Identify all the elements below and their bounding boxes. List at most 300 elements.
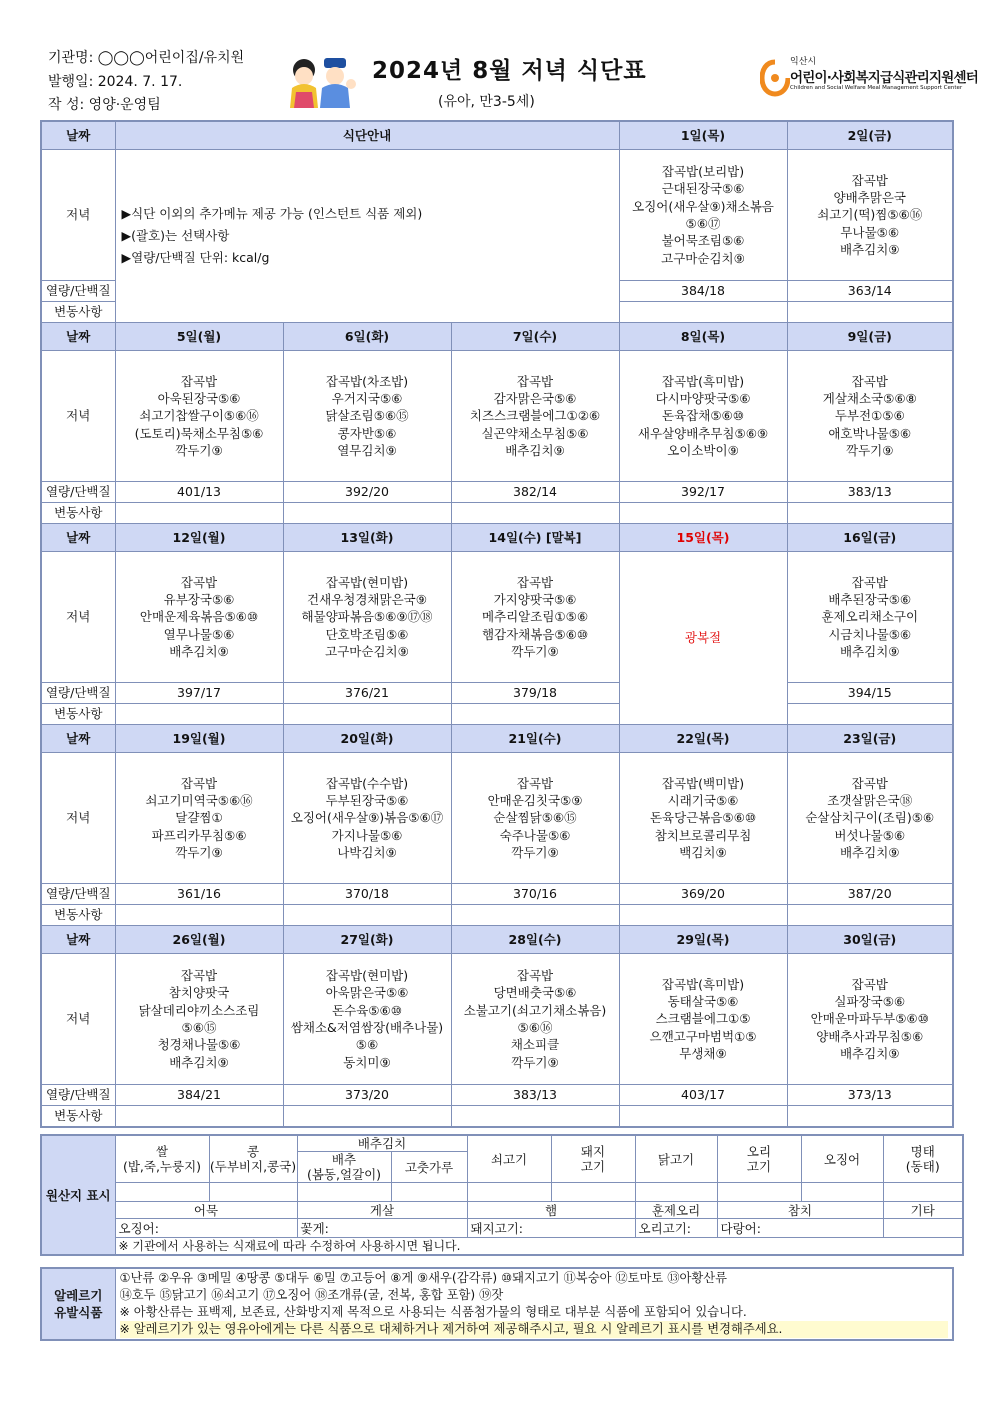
change-cell[interactable] bbox=[619, 905, 787, 926]
menu-item: 시래기국⑤⑥ bbox=[667, 793, 739, 809]
menu-item: 잡곡밥 bbox=[851, 172, 888, 188]
origin-beef: 쇠고기 bbox=[467, 1135, 551, 1183]
day-header: 30일(금) bbox=[787, 926, 953, 954]
menu-item: 깍두기⑨ bbox=[511, 844, 559, 860]
menu-item: 잡곡밥 bbox=[851, 373, 888, 389]
logo-english: Children and Social Welfare Meal Management Support Center bbox=[790, 85, 963, 91]
change-cell[interactable] bbox=[115, 905, 283, 926]
day-header: 23일(금) bbox=[787, 725, 953, 753]
origin-header-row1 bbox=[41, 1135, 963, 1152]
menu-item: 다시마양팟국⑤⑥ bbox=[655, 391, 751, 407]
notice-line: ▶식단 이외의 추가메뉴 제공 가능 (인스턴트 식품 제외) bbox=[121, 206, 423, 221]
dinner-label: 저녁 bbox=[41, 351, 115, 482]
origin-crab-origin[interactable]: 꽃게: bbox=[297, 1219, 467, 1238]
menu-item: 배추된장국⑤⑥ bbox=[828, 592, 912, 608]
origin-value-cell[interactable] bbox=[883, 1183, 963, 1202]
menu-item: 단호박조림⑤⑥ bbox=[325, 626, 409, 642]
day-header: 12일(월) bbox=[115, 524, 283, 552]
menu-item: 참치양팟국 bbox=[168, 985, 230, 1001]
nutrition-value: 403/17 bbox=[619, 1085, 787, 1106]
menu-item: 무생채⑨ bbox=[679, 1045, 727, 1061]
change-cell[interactable] bbox=[115, 1106, 283, 1128]
menu-item: 잡곡밥(흑미밥) bbox=[661, 373, 745, 389]
nutrition-value: 394/15 bbox=[787, 683, 953, 704]
guide-notice bbox=[115, 150, 619, 323]
dinner-label: 저녁 bbox=[41, 150, 115, 281]
day-header: 14일(수) [말복] bbox=[451, 524, 619, 552]
change-cell[interactable] bbox=[787, 905, 953, 926]
menu-item: 채소피클 bbox=[510, 1037, 560, 1053]
menu-item: 오징어(새우살⑨)볶음⑤⑥⑰ bbox=[290, 810, 444, 826]
menu-item: 시금치나물⑤⑥ bbox=[828, 626, 912, 642]
menu-item: 버섯나물⑤⑥ bbox=[834, 827, 906, 843]
change-label: 변동사항 bbox=[41, 503, 115, 524]
menu-item: 달걀찜① bbox=[175, 810, 223, 826]
date-label: 날짜 bbox=[41, 121, 115, 150]
menu-item: 열무나물⑤⑥ bbox=[163, 626, 235, 642]
nutrition-value: 384/18 bbox=[619, 281, 787, 302]
day-header: 28일(수) bbox=[451, 926, 619, 954]
menu-cell bbox=[283, 753, 451, 884]
menu-cell bbox=[787, 753, 953, 884]
origin-kimchi: 배추김치 bbox=[297, 1135, 467, 1152]
change-cell[interactable] bbox=[451, 1106, 619, 1128]
menu-item: 가지나물⑤⑥ bbox=[331, 827, 403, 843]
nutrition-label: 열량/단백질 bbox=[41, 281, 115, 302]
day-header: 22일(목) bbox=[619, 725, 787, 753]
origin-cabbage-l2: (봄동,얼갈이) bbox=[306, 1167, 382, 1182]
menu-item: 나박김치⑨ bbox=[337, 844, 397, 860]
allergy-table bbox=[40, 1267, 954, 1341]
menu-item: 실파장국⑤⑥ bbox=[834, 994, 906, 1010]
menu-item: 양배추사과무침⑤⑥ bbox=[816, 1028, 924, 1044]
menu-item: 우거지국⑤⑥ bbox=[331, 391, 403, 407]
date-label: 날짜 bbox=[41, 926, 115, 954]
page-title: 2024년 8월 저녁 식단표 bbox=[372, 58, 647, 84]
menu-item: 잡곡밥(수수밥) bbox=[325, 775, 409, 791]
nutrition-value: 384/21 bbox=[115, 1085, 283, 1106]
menu-cell bbox=[283, 552, 451, 683]
origin-pollack-l2: (동태) bbox=[905, 1159, 940, 1174]
menu-item: 배추김치⑨ bbox=[839, 844, 900, 860]
nutrition-value: 370/18 bbox=[283, 884, 451, 905]
allergy-label-l1: 알레르기 bbox=[54, 1288, 103, 1303]
menu-item: 고구마순김치⑨ bbox=[325, 643, 409, 659]
change-cell[interactable] bbox=[619, 302, 787, 323]
page-header bbox=[0, 0, 992, 118]
week1-dinner-row bbox=[41, 150, 953, 281]
menu-item: 잡곡밥 bbox=[516, 968, 554, 984]
menu-cell bbox=[787, 954, 953, 1085]
nutrition-value: 383/13 bbox=[787, 482, 953, 503]
date-label: 날짜 bbox=[41, 323, 115, 351]
menu-item: 애호박나물⑤⑥ bbox=[828, 425, 912, 441]
menu-cell bbox=[787, 150, 953, 281]
origin-value-row2 bbox=[41, 1219, 963, 1238]
week4-change-row bbox=[41, 905, 953, 926]
menu-cell bbox=[451, 351, 619, 482]
origin-bean-title: 콩 bbox=[246, 1144, 260, 1159]
menu-item: 잡곡밥(차조밥) bbox=[325, 373, 409, 389]
change-cell[interactable] bbox=[787, 503, 953, 524]
week2-date-row bbox=[41, 323, 953, 351]
menu-item: 열무김치⑨ bbox=[337, 442, 397, 458]
allergy-row bbox=[41, 1268, 953, 1340]
kids-mascot-image bbox=[284, 54, 358, 108]
org-name: 기관명: ◯◯◯어린이집/유치원 bbox=[48, 50, 245, 66]
week1-date-row bbox=[41, 121, 953, 150]
logo-name: 어린이·사회복지급식관리지원센터 bbox=[790, 70, 978, 86]
change-cell[interactable] bbox=[451, 905, 619, 926]
origin-tuna-origin[interactable]: 다랑어: bbox=[717, 1219, 883, 1238]
menu-item: 잡곡밥 bbox=[516, 574, 554, 590]
origin-etc: 기타 bbox=[883, 1202, 963, 1219]
change-cell[interactable] bbox=[283, 503, 451, 524]
origin-pork-origin[interactable]: 돼지고기: bbox=[467, 1219, 635, 1238]
menu-item: 돈육당근볶음⑤⑥⑩ bbox=[649, 810, 757, 826]
menu-item: 닭살데리야끼소스조림 bbox=[138, 1002, 260, 1018]
change-cell[interactable] bbox=[283, 1106, 451, 1128]
page-subtitle: (유아, 만3-5세) bbox=[438, 94, 535, 110]
menu-item: 안매운마파두부⑤⑥⑩ bbox=[810, 1011, 929, 1027]
menu-item: 돈육잡채⑤⑥⑩ bbox=[662, 408, 744, 424]
menu-item: 오이소박이⑨ bbox=[667, 442, 739, 458]
menu-cell bbox=[619, 753, 787, 884]
menu-item: 잡곡밥(현미밥) bbox=[325, 968, 409, 984]
nutrition-value: 379/18 bbox=[451, 683, 619, 704]
origin-bean-sub: (두부비지,콩국) bbox=[209, 1159, 297, 1174]
menu-item: 잡곡밥 bbox=[516, 373, 554, 389]
origin-value-row1 bbox=[41, 1183, 963, 1202]
menu-item: 가지양팟국⑤⑥ bbox=[493, 592, 577, 608]
menu-item: 숙주나물⑤⑥ bbox=[499, 827, 571, 843]
change-cell[interactable] bbox=[283, 704, 451, 725]
menu-item: 감자맑은국⑤⑥ bbox=[493, 391, 577, 407]
change-cell[interactable] bbox=[115, 503, 283, 524]
menu-item: 잡곡밥(현미밥) bbox=[325, 574, 409, 590]
menu-cell bbox=[787, 351, 953, 482]
nutrition-value: 387/20 bbox=[787, 884, 953, 905]
week5-change-row bbox=[41, 1106, 953, 1128]
origin-etc-origin[interactable] bbox=[883, 1219, 963, 1238]
change-cell[interactable] bbox=[115, 704, 283, 725]
menu-cell bbox=[115, 351, 283, 482]
week2-dinner-row bbox=[41, 351, 953, 482]
menu-item: 유부장국⑤⑥ bbox=[163, 592, 235, 608]
nutrition-value: 392/17 bbox=[619, 482, 787, 503]
menu-item: 돈수육⑤⑥⑩ bbox=[332, 1002, 402, 1018]
header-info bbox=[48, 47, 244, 118]
change-cell[interactable] bbox=[283, 905, 451, 926]
menu-item: 깍두기⑨ bbox=[511, 643, 559, 659]
menu-item: ⑤⑥⑮ bbox=[181, 1020, 217, 1035]
origin-squid-origin[interactable]: 오징어: bbox=[115, 1219, 297, 1238]
logo-emblem-icon bbox=[760, 58, 790, 100]
origin-pork-l1: 돼지 bbox=[580, 1144, 606, 1159]
holiday-label: 광복절 bbox=[684, 630, 722, 646]
menu-item: 두부전①⑤⑥ bbox=[834, 408, 905, 424]
origin-value-cell[interactable] bbox=[297, 1183, 391, 1202]
origin-duck-l2: 고기 bbox=[746, 1159, 772, 1174]
menu-item: 파프리카무침⑤⑥ bbox=[151, 827, 247, 843]
menu-item: 배추김치⑨ bbox=[839, 241, 900, 257]
origin-value-cell[interactable] bbox=[209, 1183, 297, 1202]
allergy-label bbox=[41, 1268, 115, 1340]
day-header: 21일(수) bbox=[451, 725, 619, 753]
menu-item: 배추김치⑨ bbox=[505, 442, 565, 458]
menu-item: 잡곡밥 bbox=[851, 775, 888, 791]
menu-item: 무나물⑤⑥ bbox=[840, 224, 900, 240]
menu-item: 쇠고기찹쌀구이⑤⑥⑯ bbox=[139, 408, 259, 424]
day-header: 29일(목) bbox=[619, 926, 787, 954]
origin-bean bbox=[209, 1135, 297, 1183]
menu-item: 안매운제육볶음⑤⑥⑩ bbox=[139, 609, 259, 625]
origin-rice-sub: (밥,죽,누룽지) bbox=[122, 1159, 202, 1174]
menu-item: 아욱맑은국⑤⑥ bbox=[325, 985, 409, 1001]
holiday-cell bbox=[619, 552, 787, 725]
change-label: 변동사항 bbox=[41, 1106, 115, 1128]
day-header: 13일(화) bbox=[283, 524, 451, 552]
week5-dinner-row bbox=[41, 954, 953, 1085]
date-label: 날짜 bbox=[41, 725, 115, 753]
change-label: 변동사항 bbox=[41, 704, 115, 725]
menu-item: 스크램블에그①⑤ bbox=[655, 1011, 751, 1027]
menu-item: (도토리)묵채소무침⑤⑥ bbox=[134, 425, 264, 441]
nutrition-value: 373/20 bbox=[283, 1085, 451, 1106]
menu-item: 순살삼치구이(조림)⑤⑥ bbox=[805, 810, 935, 826]
notice-line: ▶(괄호)는 선택사항 bbox=[121, 228, 230, 243]
day-header: 1일(목) bbox=[619, 121, 787, 150]
origin-smoked-duck: 훈제오리 bbox=[635, 1202, 717, 1219]
allergy-line: ①난류 ②우유 ③메밀 ④땅콩 ⑤대두 ⑥밀 ⑦고등어 ⑧게 ⑨새우(감각류) ⑩돼지고기 ⑪복숭아 ⑫토마토 ⑬아황산류 bbox=[119, 1271, 728, 1285]
origin-table bbox=[40, 1134, 964, 1256]
nutrition-label: 열량/단백질 bbox=[41, 1085, 115, 1106]
origin-value-cell[interactable] bbox=[391, 1183, 467, 1202]
menu-item: 고구마순김치⑨ bbox=[661, 250, 745, 266]
day-header: 5일(월) bbox=[115, 323, 283, 351]
menu-item: 양배추맑은국 bbox=[833, 190, 906, 206]
notice-line: ▶열량/단백질 단위: kcal/g bbox=[121, 250, 270, 265]
author: 작 성: 영양·운영팀 bbox=[48, 97, 161, 113]
week5-date-row bbox=[41, 926, 953, 954]
nutrition-value: 373/13 bbox=[787, 1085, 953, 1106]
menu-item: 소불고기(쇠고기채소볶음) bbox=[463, 1002, 607, 1018]
menu-cell bbox=[451, 954, 619, 1085]
menu-cell bbox=[115, 954, 283, 1085]
change-cell[interactable] bbox=[451, 503, 619, 524]
origin-fishcake: 어묵 bbox=[115, 1202, 297, 1219]
menu-item: 배추김치⑨ bbox=[839, 643, 900, 659]
week4-date-row bbox=[41, 725, 953, 753]
nutrition-value: 383/13 bbox=[451, 1085, 619, 1106]
day-header: 26일(월) bbox=[115, 926, 283, 954]
menu-item: 치즈스크램블에그①②⑥ bbox=[469, 408, 601, 424]
dinner-label: 저녁 bbox=[41, 753, 115, 884]
allergy-line-highlight: ※ 알레르기가 있는 영유아에게는 다른 식품으로 대체하거나 제거하여 제공해주시고, 필요 시 알레르기 표시를 변경해주세요. bbox=[120, 1321, 949, 1338]
nutrition-label: 열량/단백질 bbox=[41, 683, 115, 704]
issue-date: 발행일: 2024. 7. 17. bbox=[48, 73, 183, 90]
menu-item: 새우살양배추무침⑤⑥⑨ bbox=[637, 425, 769, 441]
origin-squid: 오징어 bbox=[801, 1135, 883, 1183]
change-label: 변동사항 bbox=[41, 302, 115, 323]
origin-cabbage bbox=[297, 1152, 391, 1183]
menu-item: 으깬고구마범벅①⑤ bbox=[649, 1028, 757, 1044]
origin-tuna: 참치 bbox=[717, 1202, 883, 1219]
center-logo bbox=[760, 54, 978, 104]
change-cell[interactable] bbox=[787, 1106, 953, 1128]
menu-item: 실곤약채소무침⑤⑥ bbox=[481, 425, 589, 441]
menu-item: 건새우청경채맑은국⑨ bbox=[307, 592, 427, 608]
origin-crab: 게살 bbox=[297, 1202, 467, 1219]
menu-item: 깍두기⑨ bbox=[511, 1054, 559, 1070]
origin-pollack-l1: 명태 bbox=[910, 1144, 935, 1159]
allergy-label-l2: 유발식품 bbox=[54, 1305, 103, 1320]
origin-ham: 햄 bbox=[467, 1202, 635, 1219]
nutrition-label: 열량/단백질 bbox=[41, 884, 115, 905]
week5-nutrition-row bbox=[41, 1085, 953, 1106]
nutrition-value: 363/14 bbox=[787, 281, 953, 302]
week4-dinner-row bbox=[41, 753, 953, 884]
menu-item: 쇠고기(떡)찜⑤⑥⑯ bbox=[817, 207, 923, 223]
menu-item: 콩자반⑤⑥ bbox=[337, 425, 397, 441]
nutrition-label: 열량/단백질 bbox=[41, 482, 115, 503]
origin-cabbage-l1: 배추 bbox=[331, 1152, 357, 1167]
menu-cell bbox=[451, 753, 619, 884]
origin-duck bbox=[717, 1135, 801, 1183]
origin-pepper: 고춧가루 bbox=[391, 1152, 467, 1183]
change-cell[interactable] bbox=[619, 1106, 787, 1128]
origin-note: ※ 기관에서 사용하는 식재료에 따라 수정하여 사용하시면 됩니다. bbox=[115, 1238, 963, 1256]
menu-item: 배추김치⑨ bbox=[169, 1054, 229, 1070]
menu-item: 참치브로콜리무침 bbox=[654, 827, 752, 843]
origin-value-cell[interactable] bbox=[115, 1183, 209, 1202]
menu-item: 잡곡밥 bbox=[851, 574, 888, 590]
menu-cell bbox=[619, 351, 787, 482]
menu-item: 잡곡밥 bbox=[180, 373, 218, 389]
allergy-line: ※ 아황산류는 표백제, 보존료, 산화방지제 목적으로 사용되는 식품첨가물의 형태로 대부분 식품에 포함되어 있습니다. bbox=[119, 1305, 747, 1319]
change-label: 변동사항 bbox=[41, 905, 115, 926]
menu-item: 백김치⑨ bbox=[679, 844, 727, 860]
change-cell[interactable] bbox=[451, 704, 619, 725]
menu-item: 조갯살맑은국⑱ bbox=[827, 793, 913, 809]
guide-header: 식단안내 bbox=[115, 121, 619, 150]
menu-item: 근대된장국⑤⑥ bbox=[661, 181, 745, 197]
week2-change-row bbox=[41, 503, 953, 524]
menu-item: 해물양파볶음⑤⑥⑨⑰⑱ bbox=[301, 609, 433, 625]
menu-item: 배추김치⑨ bbox=[839, 1045, 900, 1061]
menu-cell bbox=[619, 150, 787, 281]
date-label: 날짜 bbox=[41, 524, 115, 552]
nutrition-value: 392/20 bbox=[283, 482, 451, 503]
menu-table bbox=[40, 120, 954, 1128]
nutrition-value: 361/16 bbox=[115, 884, 283, 905]
menu-cell bbox=[115, 552, 283, 683]
allergy-line: ⑭호두 ⑮닭고기 ⑯쇠고기 ⑰오징어 ⑱조개류(굴, 전복, 홍합 포함) ⑲잣 bbox=[119, 1288, 504, 1302]
origin-note-row bbox=[41, 1238, 963, 1256]
menu-item: 햄감자채볶음⑤⑥⑩ bbox=[481, 626, 589, 642]
dinner-label: 저녁 bbox=[41, 954, 115, 1085]
change-cell[interactable] bbox=[787, 302, 953, 323]
origin-value-cell[interactable] bbox=[801, 1183, 883, 1202]
menu-cell bbox=[115, 753, 283, 884]
menu-item: 두부된장국⑤⑥ bbox=[325, 793, 409, 809]
menu-item: 청경채나물⑤⑥ bbox=[157, 1037, 241, 1053]
menu-cell bbox=[619, 954, 787, 1085]
menu-item: 잡곡밥(백미밥) bbox=[661, 775, 745, 791]
menu-item: 깍두기⑨ bbox=[175, 844, 223, 860]
change-cell[interactable] bbox=[619, 503, 787, 524]
menu-item: 게살채소국⑤⑥⑧ bbox=[822, 391, 917, 407]
day-header: 16일(금) bbox=[787, 524, 953, 552]
nutrition-value: 370/16 bbox=[451, 884, 619, 905]
nutrition-value: 401/13 bbox=[115, 482, 283, 503]
change-cell[interactable] bbox=[787, 704, 953, 725]
menu-item: 잡곡밥 bbox=[516, 775, 554, 791]
menu-item: 메추리알조림①⑤⑥ bbox=[481, 609, 589, 625]
origin-rice-title: 쌀 bbox=[155, 1144, 169, 1159]
nutrition-value: 369/20 bbox=[619, 884, 787, 905]
menu-item: 훈제오리채소구이 bbox=[821, 609, 919, 625]
menu-item: 쌈채소&저염쌈장(배추나물) bbox=[290, 1020, 444, 1035]
week3-date-row bbox=[41, 524, 953, 552]
menu-cell bbox=[787, 552, 953, 683]
day-header: 7일(수) bbox=[451, 323, 619, 351]
day-header: 6일(화) bbox=[283, 323, 451, 351]
origin-pork-l2: 고기 bbox=[580, 1159, 606, 1174]
menu-item: 깍두기⑨ bbox=[846, 442, 894, 458]
menu-cell bbox=[283, 351, 451, 482]
menu-item: 동태살국⑤⑥ bbox=[667, 994, 739, 1010]
menu-item: ⑤⑥⑰ bbox=[685, 216, 721, 231]
origin-value-cell[interactable] bbox=[551, 1183, 635, 1202]
day-header-holiday: 15일(목) bbox=[619, 524, 787, 552]
menu-item: 잡곡밥 bbox=[180, 574, 218, 590]
allergy-content bbox=[115, 1268, 953, 1340]
menu-item: 잡곡밥 bbox=[851, 976, 888, 992]
menu-item: 잡곡밥 bbox=[180, 968, 218, 984]
day-header: 19일(월) bbox=[115, 725, 283, 753]
week2-nutrition-row bbox=[41, 482, 953, 503]
menu-item: 아욱된장국⑤⑥ bbox=[157, 391, 241, 407]
menu-item: 오징어(새우살⑨)채소볶음 bbox=[632, 198, 774, 214]
menu-item: ⑤⑥ bbox=[355, 1037, 379, 1053]
origin-pork bbox=[551, 1135, 635, 1183]
menu-item: 잡곡밥(흑미밥) bbox=[661, 976, 745, 992]
menu-item: 잡곡밥(보리밥) bbox=[661, 164, 745, 180]
logo-city: 익산시 bbox=[790, 57, 817, 67]
day-header: 8일(목) bbox=[619, 323, 787, 351]
nutrition-value: 397/17 bbox=[115, 683, 283, 704]
day-header: 20일(화) bbox=[283, 725, 451, 753]
menu-item: 배추김치⑨ bbox=[169, 643, 229, 659]
origin-value-cell[interactable] bbox=[467, 1183, 551, 1202]
origin-value-cell[interactable] bbox=[717, 1183, 801, 1202]
menu-item: 안매운김칫국⑤⑨ bbox=[487, 793, 583, 809]
menu-item: 당면배춧국⑤⑥ bbox=[493, 985, 577, 1001]
menu-item: ⑤⑥⑯ bbox=[517, 1020, 553, 1035]
menu-cell bbox=[451, 552, 619, 683]
menu-cell bbox=[283, 954, 451, 1085]
menu-item: 잡곡밥 bbox=[180, 775, 218, 791]
day-header: 2일(금) bbox=[787, 121, 953, 150]
nutrition-value: 382/14 bbox=[451, 482, 619, 503]
origin-rice bbox=[115, 1135, 209, 1183]
nutrition-value: 376/21 bbox=[283, 683, 451, 704]
week3-nutrition-row bbox=[41, 683, 953, 704]
origin-value-cell[interactable] bbox=[635, 1183, 717, 1202]
origin-chicken: 닭고기 bbox=[635, 1135, 717, 1183]
origin-duck-origin[interactable]: 오리고기: bbox=[635, 1219, 717, 1238]
